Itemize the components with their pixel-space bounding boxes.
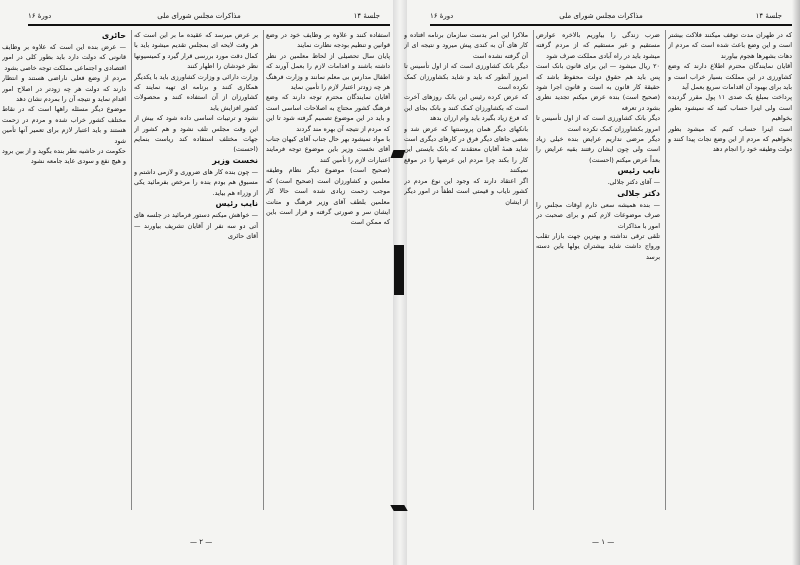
left-page <box>0 0 398 565</box>
column-divider <box>263 30 264 510</box>
header-rule <box>430 24 792 26</box>
page-number: — ۱ — <box>592 538 615 546</box>
paragraph: — بنده همیشه سعی دارم اوقات مجلس را صرف موضوعات لازم کنم و برای صحبت در امور با مذاکرات <box>536 200 660 230</box>
page-header <box>410 12 792 24</box>
term-number: دورهٔ ۱۶ <box>28 12 52 20</box>
paragraph: مردم از وضع فعلی ناراضی هستند و انتظار دارند که دولت هر چه زودتر در اصلاح امور اقدام نماید و نتیجه آن را بمردم نشان دهد <box>2 74 126 104</box>
publication-title: مذاکرات مجلس شورای ملی <box>157 12 241 20</box>
paragraph: اگر اعتقاد دارند که وجود این نوع مردم در کشور نایاب و قیمتی است لطفاً در امور دیگر از ایشان <box>404 176 528 206</box>
speaker-heading: حائری <box>101 31 126 40</box>
paragraph: بر عرض میرسد که عقیده ما بر این است که هر وقت لایحه ای بمجلس تقدیم میشود باید با کمال دقت مورد بررسی قرار گیرد و کمیسیونها نظر خودشان را اظهار کنند <box>134 31 258 71</box>
session-number: جلسهٔ ۱۴ <box>353 12 380 20</box>
paragraph: موضوع دیگر مسئله راهها است که در نقاط مختلف کشور خراب شده و مردم در زحمت هستند و باید اعتبار لازم برای تعمیر آنها تأمین شود <box>2 105 126 145</box>
page-header <box>8 12 390 24</box>
paragraph: که عرض کرده رئیس این بانک روزهای آخرت است که بکشاورزان کمک کنند و بانک بجای این که فرع زیاد بگیرد باید وام ارزان بدهد <box>404 93 528 123</box>
header-rule <box>28 24 390 26</box>
session-number: جلسهٔ ۱۴ <box>755 12 782 20</box>
text-column <box>2 30 126 510</box>
paragraph: دیگر بانک کشاورزی است که از اول تأسیس تا امروز آنطور که باید و شاید بکشاورزان کمک نکرده است <box>404 62 528 92</box>
paragraph: با مواد نمیشود بهر حال جناب آقای کیهان جناب آقای نخست وزیر باین موضوع توجه فرمایند اعتبارات لازم را تأمین کنند <box>266 135 390 164</box>
speaker-heading: نخست وزیر <box>212 155 258 165</box>
speaker-heading: نایب رئیس <box>617 166 660 176</box>
term-number: دورهٔ ۱۶ <box>430 12 454 20</box>
column-divider <box>665 30 666 510</box>
paragraph: آقایان نمایندگان محترم توجه دارند که وضع فرهنگ کشور محتاج به اصلاحات اساسی است و باید در این موضوع تصمیم گرفته شود تا این که مردم از نتیجه آن بهره مند گردند <box>266 93 390 133</box>
paragraph: — خواهش میکنم دستور فرمائید در جلسه های آتی دو سه نفر از آقایان تشریف بیاورند — آقای حائری <box>134 211 258 240</box>
column-divider <box>131 30 132 510</box>
paragraph: استفاده کنند و علاوه بر وظایف خود در وضع قوانین و تنظیم بودجه نظارت نمایند <box>266 31 390 50</box>
text-column <box>668 30 792 510</box>
paragraph: آقایان نمایندگان محترم اطلاع دارند که وضع کشاورزی در این مملکت بسیار خراب است و باید برای بهبود آن اقدامات سریع بعمل آید <box>668 62 792 92</box>
speaker-heading: دکتر جلالی <box>617 188 660 198</box>
text-column <box>266 30 390 510</box>
paragraph: دیگر مرضی نداریم عرایض بنده خیلی زیاد است ولی چون ایشان رفتند بقیه عرایض را بعداً عرض میکنم (احسنت) <box>536 135 660 164</box>
paragraph: پرداخت بمبلغ یک صدی ۱۱ پول مقرر گردیده است ولی اینرا حساب کنید که نمیشود بطور بخواهیم <box>668 93 792 123</box>
page-number: — ۲ — <box>190 538 213 546</box>
right-page <box>402 0 800 565</box>
speaker-heading: نایب رئیس <box>215 199 258 209</box>
paragraph: است اینرا حساب کنیم که میشود بطور بخواهیم که مردم از این وضع نجات پیدا کنند و دولت وظیفه خود را انجام دهد <box>668 124 792 154</box>
paragraph: که در طهران مدت توقف میکنند فلاکت بیشتر است و این وضع باعث شده است که مردم از دهات بشهرها هجوم بیاورند <box>668 31 792 60</box>
paragraph: نشود و ترتیبات اساسی داده شود که بیش از این وقت مجلس تلف نشود و هم کشور از جهات مختلف استفاده کند ریاست بنمایم (احسنت) <box>134 114 258 154</box>
paragraph: — آقای دکتر جلالی. <box>607 178 660 187</box>
text-column <box>134 30 258 510</box>
publication-title: مذاکرات مجلس شورای ملی <box>559 12 643 20</box>
paragraph: (صحیح است) موضوع دیگر نظام وظیفه معلمین و کشاورزان است (صحیح است) که موجب زحمت زیادی شده است حالا کار معلمین بلطف آقای وزیر فرهنگ و متانت ایشان سر و صورتی گرفته و قرار است باین که ممکن است <box>266 166 390 227</box>
paragraph: — چون بنده کار های ضروری و لازمی داشتم و مسبوق هم بودم بنده را مرخص بفرمائید یکی از وزراء هم بیاید. <box>134 167 258 197</box>
text-column <box>536 30 660 510</box>
paragraph: ۲۰ ریال میشود — این برای قانون بانک است پس باید هم حقوق دولت محفوظ باشد که حقیقة کار قانون به است و قانون اجرا شود (صحیح است) بنده عرض میکنم تجدید نظری بشود در تعرفه <box>536 62 660 112</box>
paragraph: دیگر بانک کشاورزی است که از اول تأسیس تا امروز بکشاورزان کمک نکرده است <box>536 114 660 133</box>
paragraph: وزارت دارائی و وزارت کشاورزی باید با یکدیگر همکاری کنند و برنامه ای تهیه نمایند که کشاورزان از آن استفاده کنند و محصولات کشور افزایش یابد <box>134 72 258 112</box>
text-column <box>404 30 528 510</box>
paragraph: ملاکرا این امر بدست سازمان برنامه افتاده و کار های آن به کندی پیش میرود و نتیجه ای از آن گرفته نشده است <box>404 31 528 60</box>
paragraph: حکومت در حاشیه نظر بنده بگوید و از بین برود و هیچ نفع و سودی عاید جامعه نشود <box>2 147 126 166</box>
paragraph: ضرب زندگی را بیاوریم بالاخره عوارض مستقیم و غیر مستقیم که از مردم گرفته میشود باید در راه آبادی مملکت صرف شود <box>536 31 660 60</box>
paragraph: — عرض بنده این است که علاوه بر وظایف قانونی که دولت دارد باید بطور کلی در امور اقتصادی و اجتماعی مملکت توجه خاصی بشود <box>2 43 126 72</box>
paragraph: تلقی ترقی نداشته و بهترین جهت بازار تقلب ورواج داشت شاید بیشتران یولها باین دسته برسد <box>536 231 660 261</box>
paragraph: بانکهای دیگر همان پروسنتها که عرض شد و بعضی جاهای دیگر فرق در کارهای دیگری است شاید همهٔ آقایان معتقدند که بانک بایستی این کار را بکند چرا مردم این عرضها را در موقع نمیکنند <box>404 124 528 175</box>
paragraph: پایان سال تحصیلی از لحاظ معلمین در نظر داشته باشند و اقدامات لازم را بعمل آورند که اطفال مدارس بی معلم نمانند و وزارت فرهنگ هر چه زودتر اعتبار لازم را تأمین نماید <box>266 51 390 92</box>
column-divider <box>533 30 534 510</box>
